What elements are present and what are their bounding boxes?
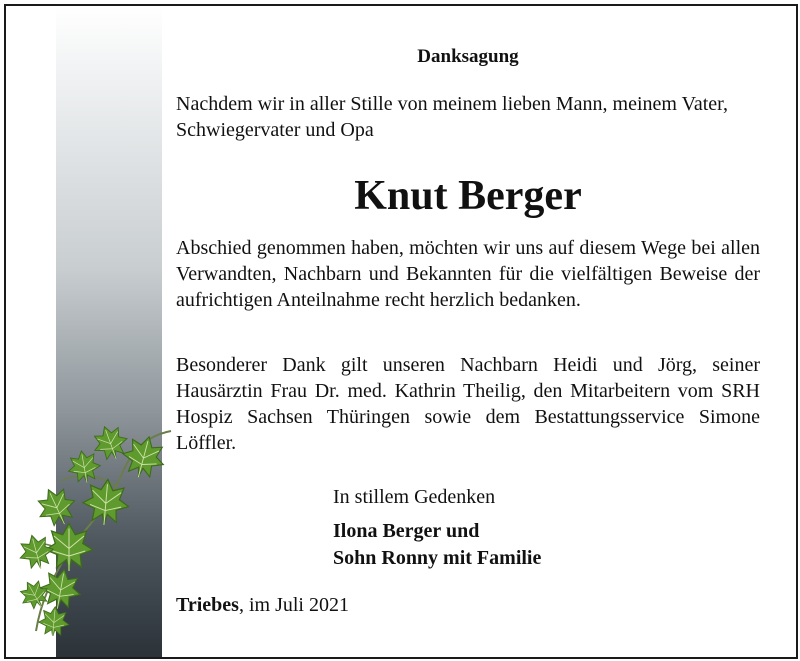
signatories-line-2: Sohn Ronny mit Familie — [333, 547, 542, 569]
special-thanks-paragraph: Besonderer Dank gilt unseren Nachbarn Heidi und Jörg, seiner Hausärztin Frau Dr. med. Kathrin Theilig, den Mitarbeitern vom SRH Hospiz Sachsen Thüringen sowie dem Bestattungsservice Simone Löffler. — [176, 354, 760, 454]
memorial-phrase: In stillem Gedenken — [333, 486, 496, 508]
date: , im Juli 2021 — [238, 594, 349, 616]
deceased-name: Knut Berger — [354, 173, 582, 219]
grape-vine-icon — [6, 406, 186, 636]
thanks-paragraph: Abschied genommen haben, möchten wir uns auf diesem Wege bei allen Verwandten, Nachbarn und Bekannten für die vielfältigen Beweise der aufrichtigen Anteilnahme recht herzlich bedanken. — [176, 237, 760, 311]
notice-heading: Danksagung — [417, 46, 519, 67]
intro-text: Nachdem wir in aller Stille von meinem lieben Mann, meinem Vater, Schwiegervater und Opa — [176, 93, 729, 141]
place: Triebes — [176, 594, 239, 616]
obituary-card — [4, 4, 798, 659]
place-date — [176, 592, 760, 618]
signatories-line-1: Ilona Berger und — [333, 520, 480, 542]
